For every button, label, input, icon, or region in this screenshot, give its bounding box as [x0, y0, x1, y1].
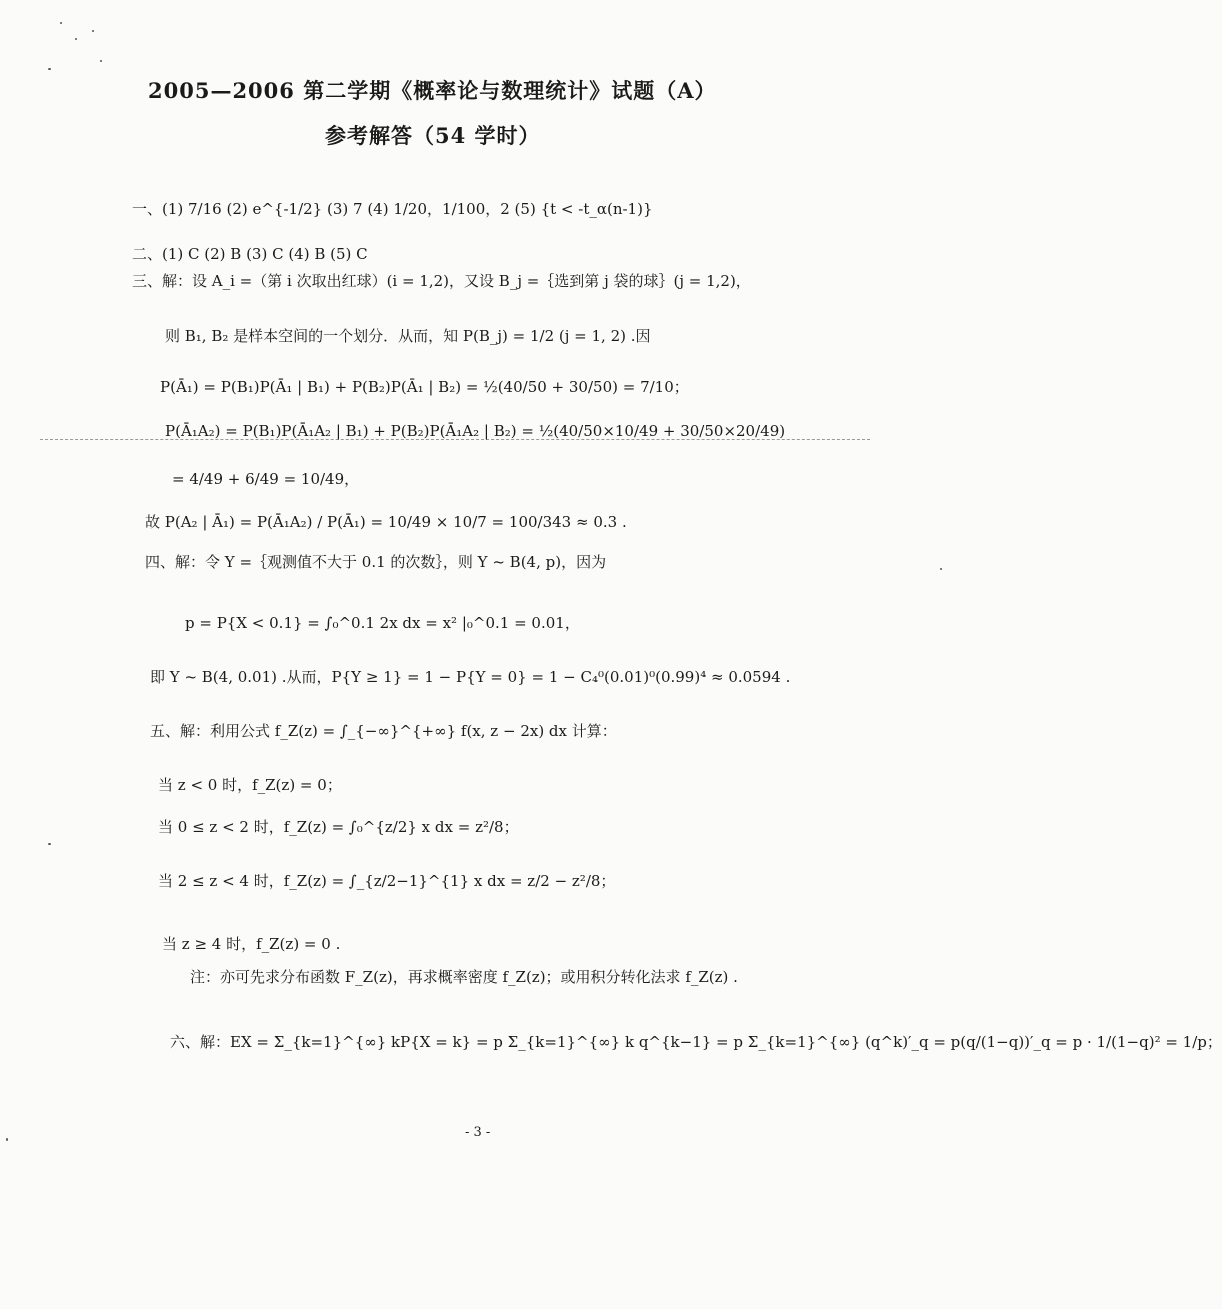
q5-line4: 当 2 ≤ z < 4 时，f_Z(z) = ∫_{z/2−1}^{1} x dx = z/2 − z²/8； — [158, 872, 616, 890]
page-subtitle: 参考解答（54 学时） — [325, 123, 541, 148]
page-title: 2005—2006 第二学期《概率论与数理统计》试题（A） — [148, 78, 717, 103]
answers-part1: 一、(1) 7/16 (2) e^{-1/2} (3) 7 (4) 1/20，1/100，2 (5) {t < -t_α(n-1)} — [132, 200, 653, 218]
q3-line3: P(Ā₁) = P(B₁)P(Ā₁ | B₁) + P(B₂)P(Ā₁ | B₂) = ½(40/50 + 30/50) = 7/10； — [160, 378, 689, 396]
q3-line6: 故 P(A₂ | Ā₁) = P(Ā₁A₂) / P(Ā₁) = 10/49 × 10/7 = 100/343 ≈ 0.3 . — [145, 513, 627, 531]
q5-note: 注：亦可先求分布函数 F_Z(z)，再求概率密度 f_Z(z)；或用积分转化法求 f_Z(z) . — [190, 968, 738, 986]
scan-speck — [75, 38, 77, 40]
scan-speck — [6, 1138, 8, 1141]
q4-line2: p = P{X < 0.1} = ∫₀^0.1 2x dx = x² |₀^0.1 = 0.01， — [185, 614, 580, 632]
q3-line5: = 4/49 + 6/49 = 10/49， — [172, 470, 360, 488]
q4-line3: 即 Y ~ B(4, 0.01) .从而，P{Y ≥ 1} = 1 − P{Y = 0} = 1 − C₄⁰(0.01)⁰(0.99)⁴ ≈ 0.0594 . — [150, 668, 791, 686]
q5-line5: 当 z ≥ 4 时，f_Z(z) = 0 . — [162, 935, 341, 953]
q3-line2: 则 B₁, B₂ 是样本空间的一个划分．从而，知 P(B_j) = 1/2 (j = 1, 2) .因 — [165, 327, 651, 345]
q5-line1: 五、解：利用公式 f_Z(z) = ∫_{−∞}^{+∞} f(x, z − 2x) dx 计算： — [150, 722, 617, 740]
page-number: - 3 - — [465, 1125, 491, 1140]
scan-speck — [48, 843, 51, 845]
q3-line1: 三、解：设 A_i =（第 i 次取出红球）(i = 1,2)，又设 B_j =｛选到第 j 袋的球｝(j = 1,2)， — [132, 272, 751, 290]
answers-part2: 二、(1) C (2) B (3) C (4) B (5) C — [132, 245, 368, 263]
q3-line4: P(Ā₁A₂) = P(B₁)P(Ā₁A₂ | B₁) + P(B₂)P(Ā₁A₂ | B₂) = ½(40/50×10/49 + 30/50×20/49) — [165, 422, 786, 440]
scan-speck — [60, 22, 62, 24]
scan-speck — [100, 60, 102, 62]
scan-speck — [92, 30, 94, 32]
scan-speck — [48, 68, 51, 70]
scan-speck — [940, 568, 942, 570]
q4-line1: 四、解：令 Y =｛观测值不大于 0.1 的次数｝，则 Y ~ B(4, p)，因为 — [145, 553, 607, 571]
q5-line3: 当 0 ≤ z < 2 时，f_Z(z) = ∫₀^{z/2} x dx = z²/8； — [158, 818, 519, 836]
q6-line1: 六、解：EX = Σ_{k=1}^{∞} kP{X = k} = p Σ_{k=1}^{∞} k q^{k−1} = p Σ_{k=1}^{∞} (q^k)′_q = p(q/(1−q))′_q = p · 1/(1−q)² = 1/p； — [170, 1033, 1222, 1051]
q5-line2: 当 z < 0 时，f_Z(z) = 0； — [158, 776, 342, 794]
